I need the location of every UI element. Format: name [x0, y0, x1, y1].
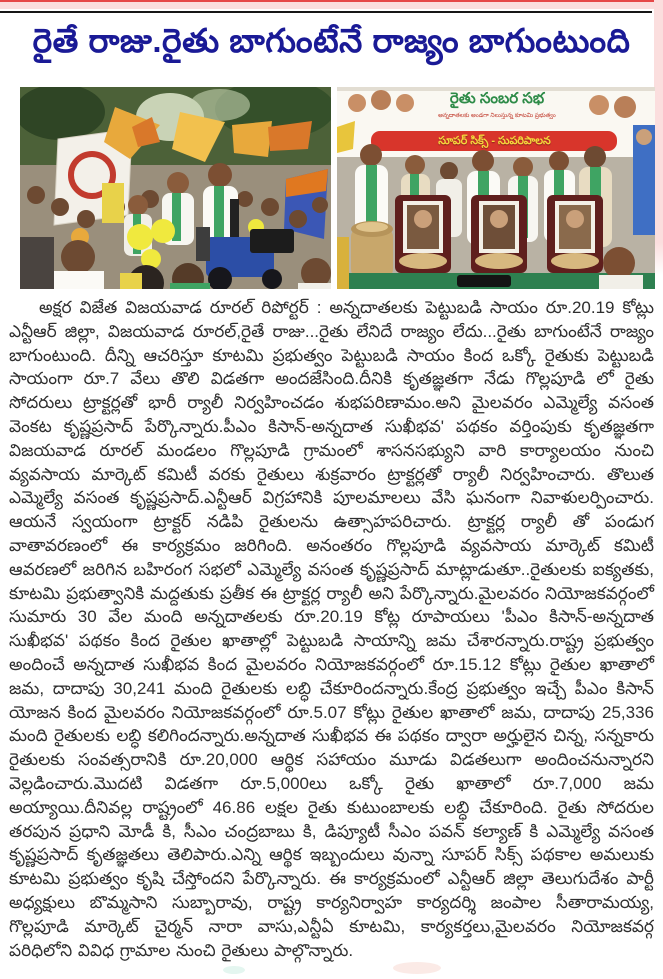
grain-heap	[475, 253, 523, 269]
stage-ceremony-photo	[337, 87, 655, 289]
banner-title-text: రైతు సంబర సభ	[449, 90, 545, 107]
chairs-with-portraits	[395, 195, 603, 273]
grain-sack	[351, 221, 393, 279]
camera-phone	[457, 275, 511, 287]
grain-heap	[551, 253, 599, 269]
article-body: అక్షర విజేత విజయవాడ రూరల్ రిపోర్టర్ : అన్నదాతలకు పెట్టుబడి సాయం రూ.20.19 కోట్లు ఎన్టీఆర్ జిల్లా, విజయవాడ రూరల్,రైతే రాజు...రైతు లేనిదే రాజ్యం లేదు...రైతు బాగుంటేనే రాజ్యం బాగుంటుంది. దీన్ని ఆచరిస్తూ కూటమి ప్రభుత్వం పెట్టుబడి సాయం కింద ఒక్కో రైతుకు పెట్టుబడి సాయంగా రూ.7 వేలు తొలి విడతగా అందజేసింది.దీనికి కృతజ్ఞతగా నేడు గొల్లపూడి లో రైతు సోదరులు ట్రాక్టర్లతో భారీ ర్యాలీ నిర్వహించడం శుభపరిణామం.అని మైలవరం ఎమ్మెల్యే వసంత వెంకట కృష్ణప్రసాద్ పేర్కొన్నారు.పీఎం కిసాన్-అన్నదాత సుఖీభవ' పథకం వర్తింపుకు కృతజ్ఞతగా విజయవాడ రూరల్ మండలం గొల్లపూడి గ్రామంలో శాసనసభ్యుని వారి కార్యాలయం నుంచి వ్యవసాయ మార్కెట్ కమిటీ వరకు రైతులు శుక్రవారం ట్రాక్టర్లతో ర్యాలీ నిర్వహించారు. తొలుత ఎమ్మెల్యే వసంత కృష్ణప్రసాద్.ఎన్టీఆర్ విగ్రహానికి పూలమాలలు వేసి ఘనంగా నివాళులర్పించారు. ఆయనే స్వయంగా ట్రాక్టర్ నడిపి రైతులను ఉత్సాహపరిచారు. ట్రాక్టర్ల ర్యాలీ తో పండుగ వాతావరణంలో ఈ కార్యక్రమం జరిగింది. అనంతరం గొల్లపూడి వ్యవసాయ మార్కెట్ కమిటీ ఆవరణలో జరిగిన బహిరంగ సభలో ఎమ్మెల్యే వసంత కృష్ణప్రసాద్ మాట్లాడుతూ..రైతులకు ఐక్యతకు, కూటమి ప్రభుత్వానికి మద్దతుకు ప్రతీక ఈ ట్రాక్టర్ల ర్యాలీ అని పేర్కొన్నారు.మైలవరం నియోజకవర్గంలో సుమారు 30 వేల మంది అన్నదాతలకు రూ.20.19 కోట్ల రూపాయలు 'పీఎం కిసాన్-అన్నదాత సుఖీభవ' పథకం కింద రైతుల ఖాతాల్లో పెట్టుబడి సాయాన్ని జమ చేశారన్నారు.రాష్ట్ర ప్రభుత్వం అందించే అన్నదాత సుఖీభవ కింద మైలవరం నియోజకవర్గంలో రూ.15.12 కోట్లు రైతుల ఖాతాలో జమ, దాదాపు 30,241 మంది రైతులకు లబ్ధి చేకూరిందన్నారు.కేంద్ర ప్రభుత్వం ఇచ్చే పీఎం కిసాన్ యోజన కింద మైలవరం నియోజకవర్గంలో రూ.5.07 కోట్లు రైతుల ఖాతాలో జమ, దాదాపు 25,336 మంది రైతులకు లబ్ధి కలిగిందన్నారు.అన్నదాత సుఖీభవ ఈ పథకం ద్వారా అర్హులైన చిన్న, సన్నకారు రైతులకు సంవత్సరానికి రూ.20,000 ఆర్థిక సహాయం మూడు విడతలుగా అందించనున్నారని వెల్లడించారు.మొదటి విడతగా రూ.5,000లు ఒక్కో రైతు ఖాతాలో రూ.7,000 జమ అయ్యాయి.దీనివల్ల రాష్ట్రంలో 46.86 లక్షల రైతు కుటుంబాలకు లబ్ధి చేకూరింది. రైతు సోదరుల తరపున ప్రధాని మోడీ కి, సీఎం చంద్రబాబు కి, డిప్యూటీ సీఎం పవన్ కల్యాణ్ కి ఎమ్మెల్యే వసంత కృష్ణప్రసాద్ కృతజ్ఞతలు తెలిపారు.ఎన్ని ఆర్థిక ఇబ్బందులు వున్నా సూపర్ సిక్స్ పథకాల అమలుకు కూటమి ప్రభుత్వం కృషి చేస్తోందని పేర్కొన్నారు. ఈ కార్యక్రమంలో ఎన్టీఆర్ జిల్లా తెలుగుదేశం పార్టీ అధ్యక్షులు బొమ్మసాని సుబ్బారావు, రాష్ట్ర కార్యనిర్వాహ కార్యదర్శి జంపాల సీతారామయ్య, గొల్లపూడి మార్కెట్ చైర్మన్ నారా వాసు,ఎన్టీఏ కూటమి, కార్యకర్తలు,మైలవరం నియోజకవర్గ పరిధిలోని వివిధ గ్రామాల నుంచి రైతులు పాల్గొన్నారు.	[9, 298, 654, 960]
banner-subtitle-text: అన్నదాతలకు అండగా నిలుస్తున్న కూటమి ప్రభుత్వం	[438, 113, 556, 119]
print-smudge	[223, 966, 245, 974]
grain-heap	[399, 253, 447, 269]
photo-row	[20, 87, 655, 289]
chair	[547, 195, 603, 273]
banner-strip-text: సూపర్ సిక్స్ - సుపరిపాలన	[438, 135, 551, 147]
tractor-rally-photo	[20, 87, 331, 289]
page-title: రైతే రాజు.రైతు బాగుంటేనే రాజ్యం బాగుంటుంది	[32, 22, 631, 59]
top-pink-border	[0, 2, 663, 9]
chair	[471, 195, 527, 273]
chair	[395, 195, 451, 273]
print-smudge	[393, 962, 441, 974]
yellow-shawl-person	[102, 183, 124, 223]
tractor-rally-illustration	[20, 87, 331, 289]
headline-divider-rule	[0, 11, 652, 13]
